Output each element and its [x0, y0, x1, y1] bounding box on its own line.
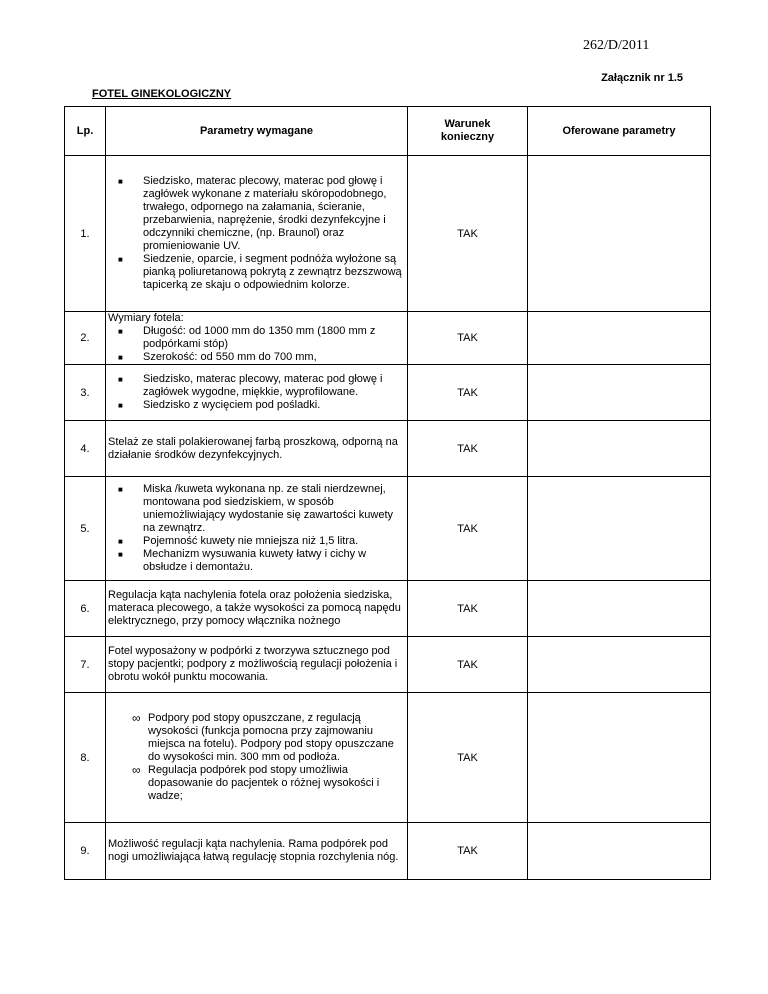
- bullet-item: ■ Siedzisko, materac plecowy, materac pod głowę i zagłówek wygodne, miękkie, wyprofilowane.: [118, 373, 383, 398]
- row-parameters: [106, 156, 408, 312]
- table-row: [65, 637, 711, 693]
- row-required: TAK: [408, 477, 528, 581]
- annex-label: Załącznik nr 1.5: [601, 72, 683, 84]
- table-row: [65, 693, 711, 823]
- row-required: TAK: [408, 421, 528, 477]
- bullet-item: ■ Szerokość: od 550 mm do 700 mm,: [118, 351, 317, 363]
- row-parameters: [106, 477, 408, 581]
- square-bullet-icon: ■: [118, 401, 123, 410]
- row-parameters: [106, 637, 408, 693]
- row-parameters: [106, 421, 408, 477]
- header-parameters: Parametry wymagane: [106, 107, 408, 156]
- row-offered-input[interactable]: [528, 365, 711, 421]
- bullet-item: ■ Pojemność kuwety nie mniejsza niż 1,5 litra.: [118, 535, 359, 547]
- table-row: [65, 581, 711, 637]
- row-number: 9.: [65, 823, 106, 880]
- square-bullet-icon: ■: [118, 255, 123, 264]
- row-required: TAK: [408, 312, 528, 365]
- row-offered-input[interactable]: [528, 581, 711, 637]
- row-text: Możliwość regulacji kąta nachylenia. Rama podpórek pod nogi umożliwiająca łatwą regulację stopnia rozchylenia nóg.: [108, 838, 399, 863]
- infinity-bullet-icon: ∞: [132, 711, 141, 725]
- header-offered-parameters: Oferowane parametry: [528, 107, 711, 156]
- header-required-condition: Warunek konieczny: [408, 107, 528, 156]
- row-number: 3.: [65, 365, 106, 421]
- square-bullet-icon: ■: [118, 177, 123, 186]
- bullet-item: ■ Siedzisko z wycięciem pod pośladki.: [118, 399, 321, 411]
- row-parameters: [106, 365, 408, 421]
- row-parameters: [106, 312, 408, 365]
- row-offered-input[interactable]: [528, 823, 711, 880]
- row-number: 5.: [65, 477, 106, 581]
- specification-table: [64, 106, 711, 880]
- bullet-item: ■ Mechanizm wysuwania kuwety łatwy i cichy w obsłudze i demontażu.: [118, 548, 367, 573]
- square-bullet-icon: ■: [118, 537, 123, 546]
- bullet-item: ∞ Podpory pod stopy opuszczane, z regulacją wysokości (funkcja pomocna przy zajmowaniu miejsca na fotelu). Podpory pod stopy opuszczane do wysokości min. 300 mm od podłoża.: [132, 711, 394, 763]
- bullet-item: ■ Miska /kuweta wykonana np. ze stali nierdzewnej, montowana pod siedziskiem, w sposób uniemożliwiający wydostanie się zawartości kuwety na zewnątrz.: [118, 483, 394, 534]
- row-text: Stelaż ze stali polakierowanej farbą proszkową, odporną na działanie środków dezynfekcyjnych.: [108, 435, 398, 461]
- row-text: Regulacja kąta nachylenia fotela oraz położenia siedziska, materaca plecowego, a także wysokości za pomocą napędu elektrycznego, przy pomocy włącznika nożnego: [108, 589, 401, 627]
- table-row: [65, 365, 711, 421]
- row-required: TAK: [408, 637, 528, 693]
- table-header-row: [65, 107, 711, 156]
- row-required: TAK: [408, 365, 528, 421]
- row-number: 6.: [65, 581, 106, 637]
- row-offered-input[interactable]: [528, 637, 711, 693]
- infinity-bullet-icon: ∞: [132, 763, 141, 777]
- bullet-item: ■ Długość: od 1000 mm do 1350 mm (1800 mm z podpórkami stóp): [118, 325, 376, 350]
- square-bullet-icon: ■: [118, 485, 123, 494]
- bullet-item: ■ Siedzenie, oparcie, i segment podnóża wyłożone są pianką poliuretanową pokrytą z zewnątrz bezszwową tapicerką ze skaju o odpowiednim kolorze.: [118, 253, 402, 291]
- row-number: 4.: [65, 421, 106, 477]
- document-title: FOTEL GINEKOLOGICZNY: [92, 88, 232, 100]
- table-row: [65, 312, 711, 365]
- row-parameters: [106, 693, 408, 823]
- row-offered-input[interactable]: [528, 693, 711, 823]
- row-parameters: [106, 581, 408, 637]
- bullet-item: ■ Siedzisko, materac plecowy, materac pod głowę i zagłówek wykonane z materiału skóropodobnego, trwałego, odpornego na załamania, ścieranie, przebarwienia, naprężenie, środki dezynfekcyjne i odczynniki chemiczne, (np. Braunol) oraz promieniowanie UV.: [118, 175, 387, 252]
- row-required: TAK: [408, 581, 528, 637]
- square-bullet-icon: ■: [118, 375, 123, 384]
- row-parameters: [106, 823, 408, 880]
- row-number: 8.: [65, 693, 106, 823]
- document-reference: 262/D/2011: [583, 38, 650, 53]
- square-bullet-icon: ■: [118, 353, 123, 362]
- row-required: TAK: [408, 693, 528, 823]
- header-lp: Lp.: [65, 107, 106, 156]
- row-number: 2.: [65, 312, 106, 365]
- row-offered-input[interactable]: [528, 421, 711, 477]
- bullet-item: ∞ Regulacja podpórek pod stopy umożliwia dopasowanie do pacjentek o różnej wysokości i wadze;: [132, 763, 380, 802]
- row-intro-text: Wymiary fotela:: [108, 312, 184, 324]
- row-text: Fotel wyposażony w podpórki z tworzywa sztucznego pod stopy pacjentki; podpory z możliwością regulacji położenia i obrotu wokół punktu mocowania.: [108, 645, 398, 683]
- square-bullet-icon: ■: [118, 327, 123, 336]
- row-number: 7.: [65, 637, 106, 693]
- table-row: [65, 421, 711, 477]
- row-required: TAK: [408, 823, 528, 880]
- row-offered-input[interactable]: [528, 156, 711, 312]
- row-offered-input[interactable]: [528, 477, 711, 581]
- table-row: [65, 477, 711, 581]
- row-offered-input[interactable]: [528, 312, 711, 365]
- row-required: TAK: [408, 156, 528, 312]
- table-row: [65, 156, 711, 312]
- row-number: 1.: [65, 156, 106, 312]
- table-row: [65, 823, 711, 880]
- square-bullet-icon: ■: [118, 550, 123, 559]
